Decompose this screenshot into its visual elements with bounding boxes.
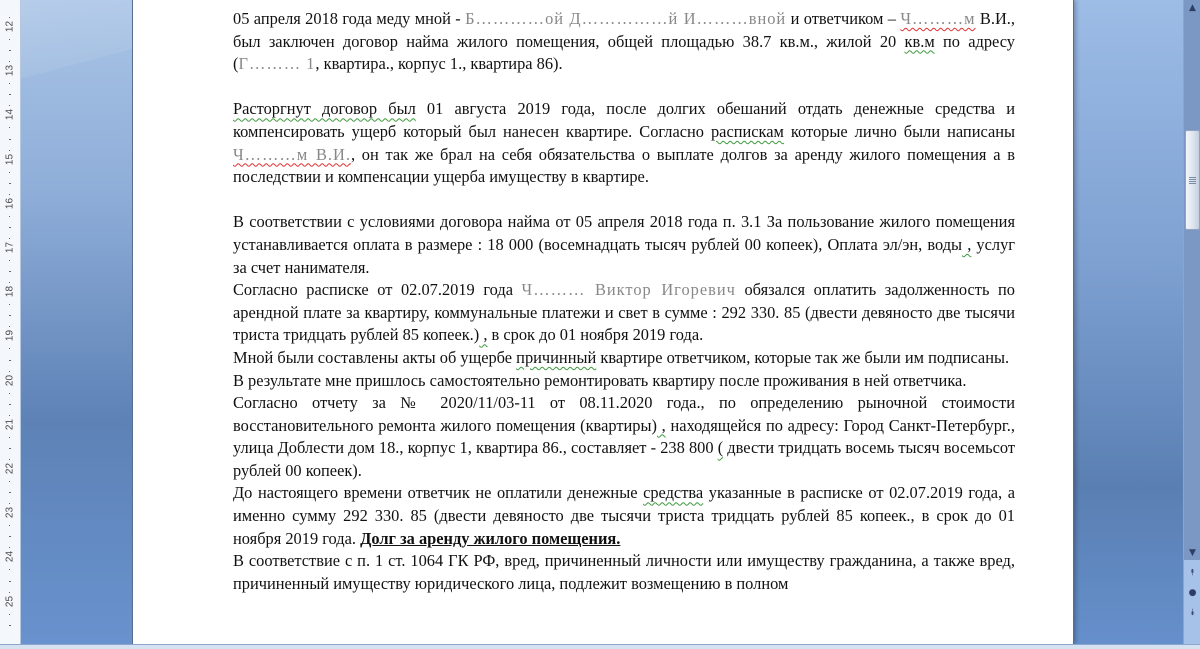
grammar-flag: распискам [710, 121, 784, 141]
grammar-flag: , [962, 234, 972, 254]
ruler-dot [9, 415, 10, 416]
ruler-dot [9, 348, 10, 349]
ruler-dot [9, 194, 10, 195]
ruler-tick [9, 581, 11, 582]
ruler-number: 17 [4, 241, 16, 254]
ruler-tick [9, 404, 11, 405]
ruler-dot [9, 150, 10, 151]
ruler-dot [9, 547, 10, 548]
ruler-tick [9, 94, 11, 95]
ruler-tick [9, 227, 11, 228]
ruler-tick [9, 360, 11, 361]
ruler-number: 22 [4, 462, 16, 475]
scroll-track[interactable] [1184, 0, 1200, 560]
ruler-number: 12 [4, 20, 16, 33]
grammar-flag: Расторгнут договор был [233, 99, 416, 119]
ruler-dot [9, 569, 10, 570]
ruler-dot [9, 481, 10, 482]
ruler-tick [9, 139, 11, 140]
ruler-dot [9, 371, 10, 372]
ruler-dot [9, 127, 10, 128]
workspace-background-right [1073, 0, 1183, 648]
scroll-down-arrow-icon[interactable]: ▼ [1189, 548, 1196, 558]
paragraph-receipt: Согласно расписке от 02.07.2019 года Ч……… Виктор Игоревич обязался оплатить задолженность по арендной плате за квартиру, коммунальные платежи и свет в сумме : 292 330. 85 (двести девяносто две тысячи триста тридцать рублей 85 копеек.) , в срок до 01 ноября 2019 года. [233, 280, 1015, 345]
ruler-dot [9, 260, 10, 261]
ruler-tick [9, 625, 11, 626]
paragraph-repair: В результате мне пришлось самостоятельно ремонтировать квартиру после проживания в ней ответчика. [233, 370, 967, 390]
redacted-name: Б…………ой Д……………й И………вной [465, 9, 787, 28]
ruler-dot [9, 592, 10, 593]
document-page[interactable] [133, 0, 1073, 644]
ruler-dot [9, 83, 10, 84]
ruler-dot [9, 39, 10, 40]
ruler-tick [9, 50, 11, 51]
ruler-number: 25 [4, 595, 16, 607]
ruler-number: 21 [4, 418, 16, 430]
ruler-number: 24 [4, 551, 16, 563]
ruler-dot [9, 503, 10, 504]
ruler-tick [9, 448, 11, 449]
next-page-icon[interactable]: ⯯ [1189, 608, 1196, 618]
ruler-tick [9, 271, 11, 272]
debt-heading: Долг за аренду жилого помещения. [360, 528, 621, 548]
ruler-dot [9, 525, 10, 526]
ruler-dot [9, 304, 10, 305]
paragraph-damage-acts: Мной были составлены акты об ущербе причинный квартире ответчиком, которые так же были им подписаны. [233, 347, 1010, 367]
ruler-number: 16 [4, 197, 16, 209]
grammar-flag: ( [717, 438, 724, 458]
ruler-number: 15 [4, 153, 16, 165]
ruler-dot [9, 105, 10, 106]
ruler-tick [9, 536, 11, 537]
ruler-number: 18 [4, 286, 16, 298]
vertical-ruler[interactable] [0, 0, 21, 648]
horizontal-scrollbar-edge [0, 644, 1200, 649]
paragraph-terms: В соответствии с условиями договора найма от 05 апреля 2018 года п. 3.1 За пользование жилого помещения устанавливается оплата в размере : 18 000 (восемнадцать тысяч рублей 00 копеек), Оплата эл/эн, воды , услуг за счет нанимателя. [233, 212, 1016, 277]
redacted-name: Ч………м [900, 9, 976, 28]
grammar-flag: , [479, 325, 488, 345]
ruler-dot [9, 172, 10, 173]
document-body[interactable] [233, 8, 1015, 595]
ruler-number: 19 [4, 330, 16, 342]
select-browse-object-icon[interactable]: ● [1188, 588, 1197, 598]
ruler-dot [9, 437, 10, 438]
ruler-number: 20 [4, 374, 16, 386]
workspace-background-left [21, 0, 133, 648]
paragraph-contract: 05 апреля 2018 года меду мной - Б…………ой Д……………й И………вной и ответчиком – Ч………м В.И., был заключен договор найма жилого помещения, общей площадью 38.7 кв.м., жилой 20 кв.м по адресу (Г……… 1, квартира., корпус 1., квартира 86). [233, 9, 1015, 74]
ruler-tick [9, 315, 11, 316]
vertical-scrollbar[interactable] [1183, 0, 1200, 644]
grammar-flag: причинный [516, 347, 597, 367]
previous-page-icon[interactable]: ⯭ [1189, 568, 1196, 578]
paragraph-termination: Расторгнут договор был 01 августа 2019 года, после долгих обешаний отдать денежные средства и компенсировать ущерб который был нанесен квартире. Согласно распискам которые лично были написаны Ч………м В.И., он так же брал на себя обязательства о выплате долгов за аренду жилого помещения а в последствии и компенсации ущерба имуществу в квартире. [233, 99, 1016, 187]
ruler-dot [9, 326, 10, 327]
ruler-dot [9, 216, 10, 217]
scroll-thumb[interactable] [1185, 130, 1200, 230]
redacted-address: Г……… 1 [238, 54, 316, 74]
redacted-name: Ч……… Виктор Игоревич [521, 280, 736, 300]
ruler-dot [9, 238, 10, 239]
ruler-dot [9, 614, 10, 615]
ruler-number: 13 [4, 65, 16, 77]
grammar-flag: кв.м [904, 31, 935, 51]
ruler-dot [9, 282, 10, 283]
ruler-dot [9, 459, 10, 460]
ruler-dot [9, 17, 10, 18]
ruler-number: 14 [4, 109, 16, 121]
ruler-tick [9, 492, 11, 493]
scroll-up-arrow-icon[interactable]: ▲ [1189, 3, 1196, 13]
grammar-flag: , [656, 415, 666, 435]
grip-icon [1189, 177, 1196, 184]
paragraph-unpaid: До настоящего времени ответчик не оплатили денежные средства указанные в расписке от 02.07.2019 года, а именно сумму 292 330. 85 (двести девяносто две тысячи триста тридцать рублей 85 копеек., в срок до 01 ноября 2019 года. Долг за аренду жилого помещения. [233, 483, 1015, 548]
ruler-dot [9, 61, 10, 62]
ruler-dot [9, 393, 10, 394]
paragraph-appraisal: Согласно отчету за № 2020/11/03-11 от 08.11.2020 года., по определению рыночной стоимости восстановительного ремонта жилого помещения (квартиры) , находящейся по адресу: Город Санкт-Петербург., улица Доблести дом 18., корпус 1, квартира 86., составляет - 238 800 ( двести тридцать восемь тысяч восемьсот рублей 00 копеек). [233, 393, 1015, 480]
ruler-number: 23 [4, 507, 16, 519]
ruler-tick [9, 183, 11, 184]
paragraph-legal-basis: В соответствие с п. 1 ст. 1064 ГК РФ, вред, причиненный личности или имуществу гражданина, а также вред, причиненный имуществу юридического лица, подлежит возмещению в полном [233, 551, 1015, 593]
redacted-name: Ч………м В.И. [233, 144, 351, 164]
grammar-flag: средства [643, 483, 704, 503]
